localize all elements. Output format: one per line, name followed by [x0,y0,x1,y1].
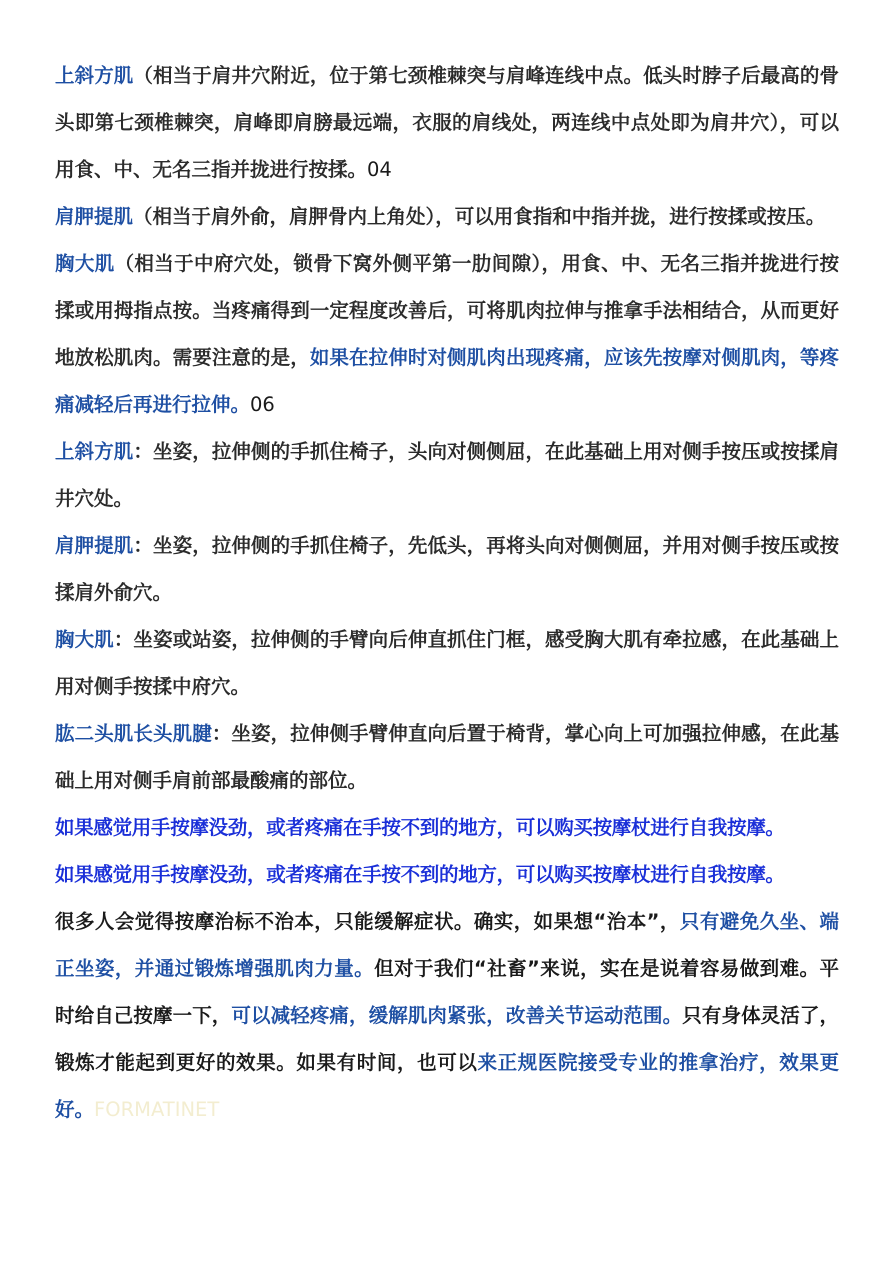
paragraph-text: （相当于肩井穴附近，位于第七颈椎棘突与肩峰连线中点。低头时脖子后最高的骨头即第七颈椎棘突，肩峰即肩膀最远端，衣服的肩线处，两连线中点处即为肩井穴），可以用食、中、无名三指并拢进行按揉。 [55,64,839,181]
term-upper-trapezius: 上斜方肌 [55,440,134,463]
term-levator-scapulae: 肩胛提肌 [55,205,134,228]
paragraph-pectoralis-major-massage [55,240,839,428]
highlight-warning: 如果在拉伸时对侧肌肉出现疼痛，应该先按摩对侧肌肉，等疼痛减轻后再进行拉伸。 [55,346,839,416]
massage-stick-tip-text: 如果感觉用手按摩没劲，或者疼痛在手按不到的地方，可以购买按摩杖进行自我按摩。 [55,816,785,839]
paragraph-massage-stick-tip-repeat [55,851,839,898]
paragraph-conclusion [55,898,839,1133]
paragraph-text: ：坐姿，拉伸侧的手抓住椅子，先低头，再将头向对侧侧屈，并用对侧手按压或按揉肩外俞穴。 [55,534,839,604]
conclusion-text-3: 只有身体灵活了，锻炼才能起到更好的效果。如果有时间，也可以 [55,1004,839,1074]
paragraph-text: ：坐姿或站姿，拉伸侧的手臂向后伸直抓住门框，感受胸大肌有牵拉感，在此基础上用对侧手按揉中府穴。 [55,628,839,698]
term-levator-scapulae: 肩胛提肌 [55,534,134,557]
paragraph-text: （相当于中府穴处，锁骨下窝外侧平第一肋间隙），用食、中、无名三指并拢进行按揉或用拇指点按。当疼痛得到一定程度改善后，可将肌肉拉伸与推拿手法相结合，从而更好地放松肌肉。需要注意的是， [55,252,839,369]
article-body [55,52,839,1133]
term-biceps-long-head-tendon: 肱二头肌长头肌腱 [55,722,212,745]
massage-stick-tip-text: 如果感觉用手按摩没劲，或者疼痛在手按不到的地方，可以购买按摩杖进行自我按摩。 [55,863,785,886]
paragraph-text: （相当于肩外俞，肩胛骨内上角处），可以用食指和中指并拢，进行按揉或按压。 [133,205,826,228]
conclusion-highlight-2: 可以减轻疼痛，缓解肌肉紧张，改善关节运动范围。 [231,1004,683,1027]
paragraph-massage-stick-tip [55,804,839,851]
conclusion-text-1: 很多人会觉得按摩治标不治本，只能缓解症状。确实，如果想“治本”， [55,910,680,933]
conclusion-text-2: 但对于我们“社畜”来说，实在是说着容易做到难。平时给自己按摩一下， [55,957,839,1027]
conclusion-highlight-1: 只有避免久坐、端正坐姿，并通过锻炼增强肌肉力量。 [55,910,839,980]
paragraph-text: ：坐姿，拉伸侧的手抓住椅子，头向对侧侧屈，在此基础上用对侧手按压或按揉肩井穴处。 [55,440,839,510]
paragraph-upper-trapezius-massage [55,52,839,193]
paragraph-pectoralis-major-stretch [55,616,839,710]
term-upper-trapezius: 上斜方肌 [55,64,134,87]
term-pectoralis-major: 胸大肌 [55,252,115,275]
term-pectoralis-major: 胸大肌 [55,628,114,651]
paragraph-text: ：坐姿，拉伸侧手臂伸直向后置于椅背，掌心向上可加强拉伸感，在此基础上用对侧手肩前部最酸痛的部位。 [55,722,839,792]
paragraph-biceps-tendon-stretch [55,710,839,804]
section-marker: 06 [250,393,275,416]
conclusion-highlight-3: 来正规医院接受专业的推拿治疗，效果更好。 [55,1051,839,1121]
watermark: FORMATINET [94,1098,220,1121]
paragraph-levator-scapulae-massage [55,193,839,240]
section-marker: 04 [367,158,392,181]
paragraph-levator-scapulae-stretch [55,522,839,616]
paragraph-upper-trapezius-stretch [55,428,839,522]
